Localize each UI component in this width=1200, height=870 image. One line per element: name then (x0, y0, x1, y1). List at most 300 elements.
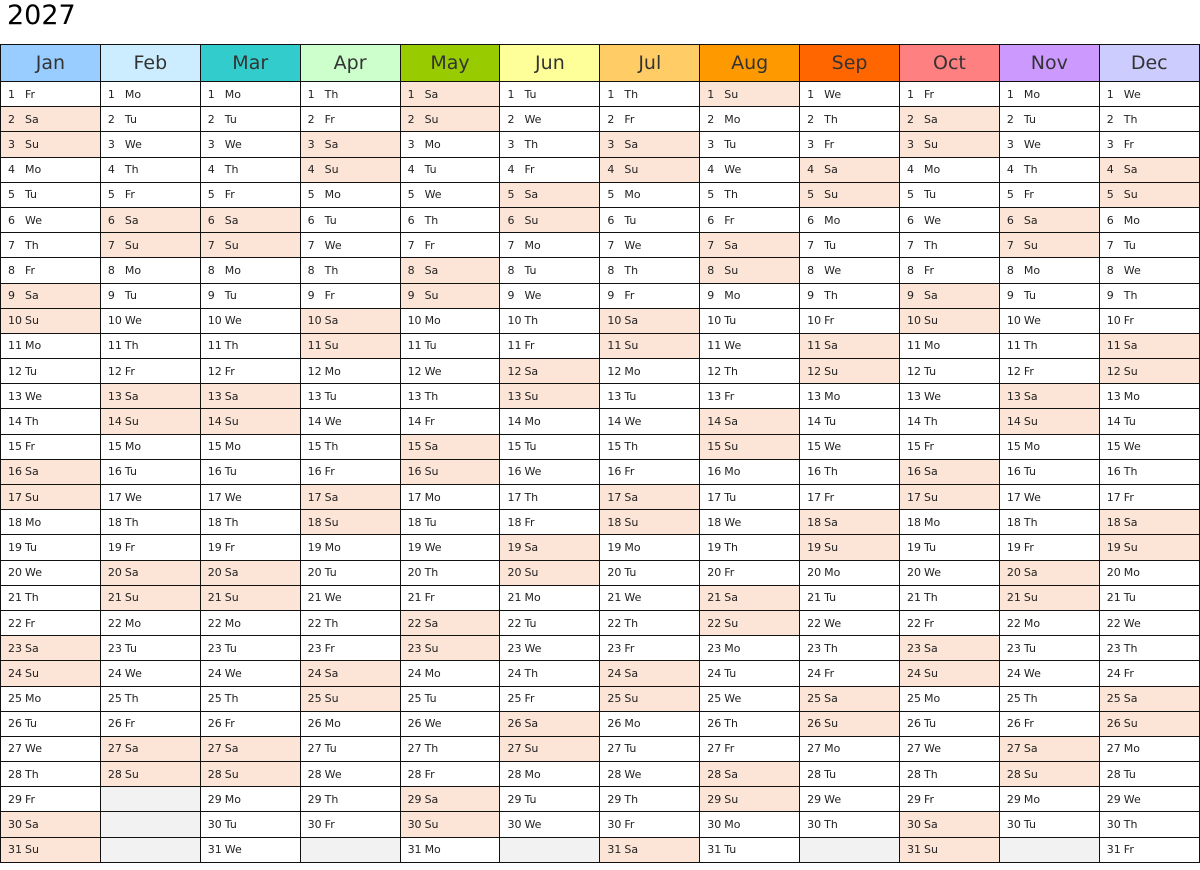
weekday-label: Mo (124, 616, 142, 630)
weekday-label: Th (624, 87, 639, 101)
day-number: 21 (707, 591, 722, 605)
day-cell (100, 560, 200, 585)
weekday-label: Fr (524, 163, 535, 177)
day-number: 31 (407, 843, 422, 857)
day-cell (999, 384, 1099, 409)
day-cell (200, 535, 300, 560)
day-cell (500, 535, 600, 560)
weekday-label: We (524, 289, 542, 303)
weekday-label: Mo (1123, 742, 1141, 756)
day-row (1, 459, 1200, 484)
day-row (1, 434, 1200, 459)
day-number: 11 (407, 339, 422, 353)
day-cell (400, 459, 500, 484)
day-cell (300, 333, 400, 358)
day-number: 28 (707, 767, 722, 781)
day-cell (200, 233, 300, 258)
day-cell (200, 182, 300, 207)
day-cell (600, 535, 700, 560)
day-number: 4 (707, 163, 715, 177)
day-number: 20 (8, 566, 22, 580)
weekday-label: Fr (1123, 843, 1134, 857)
weekday-label: Mo (424, 314, 441, 328)
day-cell (400, 686, 500, 711)
day-cell (700, 560, 800, 585)
weekday-label: Su (624, 515, 639, 529)
day-cell (200, 510, 300, 535)
day-cell (500, 233, 600, 258)
day-number: 3 (707, 137, 715, 151)
day-cell (700, 661, 800, 686)
weekday-label: Tu (924, 364, 937, 378)
weekday-label: We (724, 515, 742, 529)
weekday-label: Sa (424, 87, 439, 101)
weekday-label: We (25, 213, 42, 227)
day-cell (1099, 610, 1199, 635)
day-number: 1 (907, 87, 915, 101)
day-cell (500, 711, 600, 736)
weekday-label: Tu (924, 717, 937, 731)
day-cell (700, 233, 800, 258)
day-cell (900, 459, 1000, 484)
weekday-label: Sa (924, 289, 938, 303)
day-cell (800, 535, 900, 560)
day-cell (600, 762, 700, 787)
weekday-label: Mo (224, 440, 242, 454)
weekday-label: Mo (124, 263, 142, 277)
weekday-label: Su (25, 666, 39, 680)
day-cell (999, 82, 1099, 107)
day-number: 2 (607, 112, 615, 126)
day-number: 7 (207, 238, 215, 252)
weekday-label: Tu (724, 314, 737, 328)
weekday-label: Su (1123, 717, 1138, 731)
day-cell (300, 157, 400, 182)
day-cell (1, 812, 101, 837)
day-row (1, 283, 1200, 308)
day-cell (500, 762, 600, 787)
day-number: 9 (8, 289, 15, 303)
weekday-label: We (1123, 616, 1141, 630)
day-cell (700, 409, 800, 434)
day-cell (900, 535, 1000, 560)
day-cell (400, 308, 500, 333)
weekday-label: Sa (724, 767, 738, 781)
day-number: 18 (807, 515, 822, 529)
weekday-label: Tu (624, 742, 637, 756)
day-number: 16 (707, 465, 722, 479)
day-row (1, 610, 1200, 635)
weekday-label: Th (624, 263, 639, 277)
day-cell (1, 82, 101, 107)
weekday-label: Sa (25, 289, 39, 303)
day-cell (500, 207, 600, 232)
day-number: 16 (407, 465, 422, 479)
day-cell (400, 661, 500, 686)
day-number: 9 (107, 289, 115, 303)
day-number: 13 (207, 389, 222, 403)
weekday-label: Tu (624, 389, 637, 403)
day-number: 14 (607, 415, 622, 429)
weekday-label: Tu (224, 465, 237, 479)
day-row (1, 711, 1200, 736)
day-cell (1099, 711, 1199, 736)
day-number: 23 (507, 641, 522, 655)
day-number: 22 (207, 616, 222, 630)
weekday-label: Fr (924, 440, 935, 454)
day-number: 27 (8, 742, 22, 756)
day-number: 16 (307, 465, 322, 479)
weekday-label: Fr (724, 213, 735, 227)
day-cell (200, 787, 300, 812)
weekday-label: Tu (324, 389, 337, 403)
day-cell (1099, 787, 1199, 812)
day-cell (200, 636, 300, 661)
weekday-label: We (924, 566, 942, 580)
day-number: 26 (407, 717, 422, 731)
day-cell (1, 233, 101, 258)
day-number: 18 (307, 515, 322, 529)
day-cell (600, 610, 700, 635)
weekday-label: Th (424, 213, 439, 227)
day-cell (100, 762, 200, 787)
weekday-label: Fr (924, 263, 935, 277)
weekday-label: Sa (324, 666, 339, 680)
weekday-label: We (424, 717, 442, 731)
day-number: 2 (307, 112, 315, 126)
day-cell (700, 283, 800, 308)
day-cell (500, 661, 600, 686)
day-cell (400, 787, 500, 812)
weekday-label: Sa (25, 818, 39, 832)
weekday-label: Fr (624, 818, 635, 832)
day-cell (400, 233, 500, 258)
weekday-label: We (424, 364, 442, 378)
day-cell (400, 132, 500, 157)
day-cell (100, 434, 200, 459)
day-cell (600, 736, 700, 761)
day-number: 23 (8, 641, 22, 655)
weekday-label: Su (124, 591, 139, 605)
weekday-label: Tu (1023, 112, 1036, 126)
weekday-label: Th (324, 263, 339, 277)
day-number: 7 (407, 238, 415, 252)
day-cell (900, 485, 1000, 510)
day-number: 5 (1106, 188, 1114, 202)
day-cell (300, 132, 400, 157)
weekday-label: Tu (824, 767, 837, 781)
day-cell (999, 762, 1099, 787)
day-cell (400, 535, 500, 560)
day-cell (700, 686, 800, 711)
day-number: 19 (207, 540, 222, 554)
day-number: 25 (307, 692, 322, 706)
day-cell (1, 585, 101, 610)
day-cell (300, 283, 400, 308)
weekday-label: Tu (924, 540, 937, 554)
day-number: 27 (607, 742, 622, 756)
weekday-label: Tu (524, 440, 537, 454)
weekday-label: Su (724, 87, 739, 101)
day-number: 13 (1006, 389, 1021, 403)
weekday-label: Th (324, 440, 339, 454)
day-cell (900, 409, 1000, 434)
day-number: 26 (707, 717, 722, 731)
weekday-label: Fr (724, 389, 735, 403)
day-number: 30 (8, 818, 22, 832)
weekday-label: Tu (25, 717, 38, 731)
day-cell (300, 359, 400, 384)
day-cell (1, 686, 101, 711)
weekday-label: Su (424, 818, 439, 832)
day-cell (999, 258, 1099, 283)
weekday-label: Mo (224, 616, 242, 630)
day-cell (200, 359, 300, 384)
weekday-label: Fr (124, 364, 135, 378)
weekday-label: Sa (25, 465, 39, 479)
day-cell (600, 485, 700, 510)
day-number: 19 (607, 540, 622, 554)
weekday-label: Mo (25, 692, 42, 706)
day-cell (1, 283, 101, 308)
weekday-label: Fr (324, 818, 335, 832)
day-number: 6 (1106, 213, 1114, 227)
day-number: 24 (507, 666, 522, 680)
day-cell (900, 434, 1000, 459)
day-number: 18 (8, 515, 22, 529)
day-cell (400, 560, 500, 585)
day-cell (200, 258, 300, 283)
weekday-label: Fr (324, 465, 335, 479)
day-number: 7 (307, 238, 315, 252)
weekday-label: Su (25, 137, 39, 151)
weekday-label: Th (524, 137, 539, 151)
day-number: 7 (707, 238, 715, 252)
day-cell (1, 107, 101, 132)
weekday-label: Tu (724, 490, 737, 504)
day-number: 22 (807, 616, 822, 630)
day-cell (800, 686, 900, 711)
day-cell (200, 661, 300, 686)
day-number: 22 (107, 616, 122, 630)
day-number: 6 (707, 213, 715, 227)
weekday-label: Sa (624, 843, 639, 857)
weekday-label: Tu (724, 843, 737, 857)
day-cell (800, 283, 900, 308)
day-number: 15 (607, 440, 622, 454)
weekday-label: Mo (424, 843, 441, 857)
day-cell (300, 233, 400, 258)
day-number: 21 (8, 591, 22, 605)
weekday-label: We (1123, 263, 1141, 277)
day-cell (200, 711, 300, 736)
day-cell (700, 510, 800, 535)
day-number: 11 (8, 339, 22, 353)
day-cell (100, 510, 200, 535)
weekday-label: Tu (224, 112, 237, 126)
day-cell (800, 182, 900, 207)
day-number: 25 (1106, 692, 1121, 706)
day-number: 17 (607, 490, 622, 504)
day-cell (400, 610, 500, 635)
day-cell (700, 535, 800, 560)
weekday-label: Th (1023, 515, 1038, 529)
day-cell (800, 359, 900, 384)
weekday-label: Fr (124, 717, 135, 731)
day-number: 20 (807, 566, 822, 580)
day-cell (500, 409, 600, 434)
weekday-label: Fr (924, 87, 935, 101)
weekday-label: Mo (1023, 440, 1041, 454)
day-number: 20 (607, 566, 622, 580)
day-number: 17 (307, 490, 322, 504)
weekday-label: Tu (1123, 767, 1136, 781)
day-cell (400, 762, 500, 787)
weekday-label: Th (25, 767, 39, 781)
day-cell (600, 585, 700, 610)
weekday-label: Su (724, 616, 739, 630)
day-row (1, 384, 1200, 409)
day-number: 8 (307, 263, 315, 277)
day-number: 22 (707, 616, 722, 630)
day-cell (300, 384, 400, 409)
day-cell (400, 510, 500, 535)
day-number: 11 (107, 339, 122, 353)
weekday-label: Th (424, 566, 439, 580)
weekday-label: Mo (1123, 566, 1141, 580)
day-cell (700, 434, 800, 459)
day-number: 6 (8, 213, 15, 227)
weekday-label: Tu (1123, 591, 1136, 605)
day-cell (600, 107, 700, 132)
day-number: 19 (707, 540, 722, 554)
day-number: 3 (1006, 137, 1014, 151)
weekday-label: Fr (424, 415, 435, 429)
day-cell (1099, 308, 1199, 333)
day-number: 2 (107, 112, 115, 126)
day-number: 3 (107, 137, 115, 151)
weekday-label: Su (624, 163, 639, 177)
day-number: 12 (707, 364, 722, 378)
weekday-label: Su (924, 314, 938, 328)
day-cell (400, 157, 500, 182)
day-row (1, 787, 1200, 812)
day-cell (700, 157, 800, 182)
weekday-label: Fr (824, 137, 835, 151)
day-cell (300, 308, 400, 333)
day-cell (1099, 661, 1199, 686)
weekday-label: Sa (25, 641, 39, 655)
day-cell (600, 636, 700, 661)
day-row (1, 82, 1200, 107)
day-number: 5 (1006, 188, 1014, 202)
day-number: 3 (607, 137, 615, 151)
day-cell (800, 762, 900, 787)
day-cell (300, 485, 400, 510)
day-number: 21 (207, 591, 222, 605)
day-number: 13 (307, 389, 322, 403)
weekday-label: Mo (624, 540, 641, 554)
day-number: 26 (8, 717, 22, 731)
weekday-label: Mo (624, 364, 641, 378)
day-number: 29 (1106, 792, 1121, 806)
day-cell (700, 585, 800, 610)
weekday-label: Fr (124, 540, 135, 554)
weekday-label: We (324, 238, 342, 252)
day-number: 24 (607, 666, 622, 680)
day-number: 1 (507, 87, 515, 101)
day-cell (600, 384, 700, 409)
weekday-label: Su (824, 188, 839, 202)
weekday-label: Fr (424, 767, 435, 781)
weekday-label: Mo (524, 415, 541, 429)
weekday-label: Sa (124, 742, 139, 756)
day-number: 17 (907, 490, 922, 504)
weekday-label: Su (924, 137, 938, 151)
day-number: 12 (107, 364, 122, 378)
day-cell (500, 585, 600, 610)
day-number: 19 (307, 540, 322, 554)
day-cell (800, 459, 900, 484)
day-number: 26 (107, 717, 122, 731)
day-number: 10 (407, 314, 422, 328)
weekday-label: We (624, 415, 642, 429)
day-cell (1, 333, 101, 358)
day-row (1, 762, 1200, 787)
day-cell (300, 510, 400, 535)
day-cell (1, 207, 101, 232)
day-cell (1099, 258, 1199, 283)
weekday-label: Su (824, 717, 839, 731)
day-number: 17 (1006, 490, 1021, 504)
day-number: 21 (807, 591, 822, 605)
day-number: 4 (407, 163, 415, 177)
day-number: 20 (707, 566, 722, 580)
day-cell (999, 510, 1099, 535)
weekday-label: Tu (1023, 818, 1036, 832)
day-cell (999, 686, 1099, 711)
day-number: 1 (207, 87, 215, 101)
weekday-label: Sa (324, 137, 339, 151)
weekday-label: Th (124, 515, 139, 529)
day-number: 23 (307, 641, 322, 655)
day-cell (700, 636, 800, 661)
weekday-label: Th (1123, 818, 1138, 832)
day-number: 5 (307, 188, 315, 202)
weekday-label: Tu (25, 364, 38, 378)
day-number: 10 (607, 314, 622, 328)
day-cell (900, 132, 1000, 157)
weekday-label: Fr (25, 263, 36, 277)
day-number: 24 (107, 666, 122, 680)
day-cell (400, 333, 500, 358)
day-number: 3 (407, 137, 415, 151)
day-number: 31 (707, 843, 722, 857)
day-number: 29 (807, 792, 822, 806)
day-cell (999, 182, 1099, 207)
day-number: 21 (1106, 591, 1121, 605)
day-cell (900, 510, 1000, 535)
weekday-label: Fr (624, 641, 635, 655)
day-cell (999, 233, 1099, 258)
weekday-label: Mo (824, 213, 841, 227)
day-cell (800, 207, 900, 232)
day-number: 28 (407, 767, 422, 781)
weekday-label: Tu (824, 415, 837, 429)
day-cell (1099, 686, 1199, 711)
day-number: 22 (8, 616, 22, 630)
day-cell (200, 762, 300, 787)
